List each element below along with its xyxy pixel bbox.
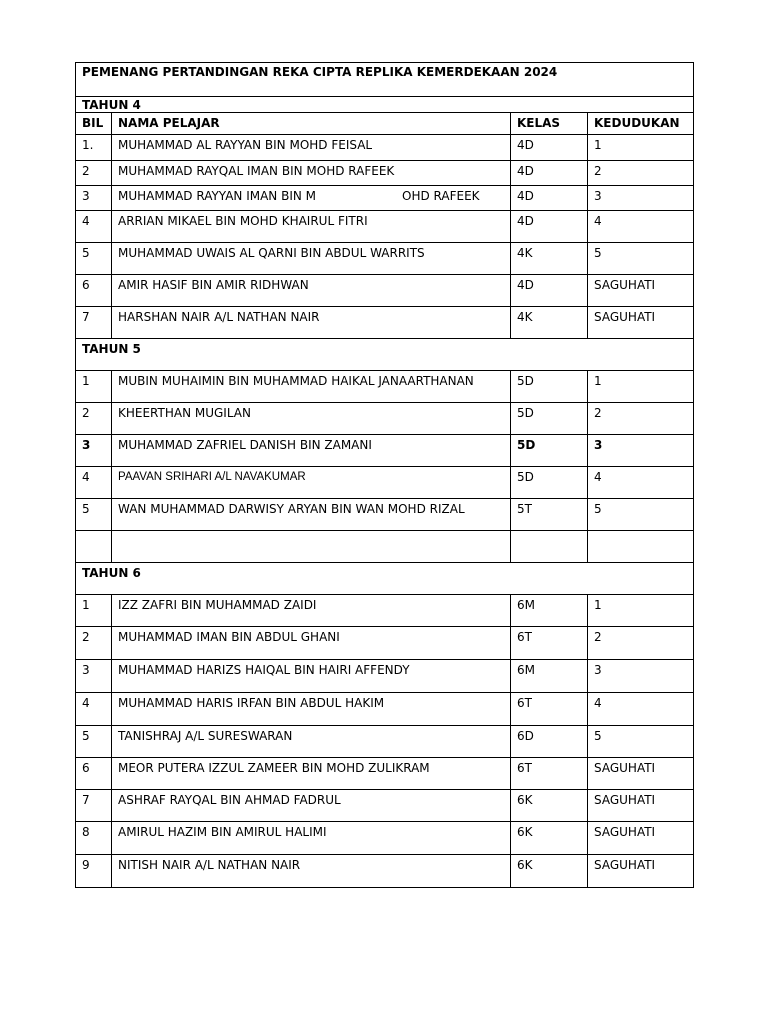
cell-kedudukan: 1 bbox=[588, 135, 694, 161]
cell-bil: 1 bbox=[76, 371, 112, 403]
cell-kelas: 4D bbox=[511, 161, 588, 186]
section-row-tahun-6 bbox=[76, 563, 694, 595]
table-row bbox=[76, 758, 694, 790]
cell-bil: 3 bbox=[76, 660, 112, 693]
cell-kedudukan: SAGUHATI bbox=[588, 758, 694, 790]
cell-bil: 1. bbox=[76, 135, 112, 161]
table-row bbox=[76, 186, 694, 211]
cell-nama: MEOR PUTERA IZZUL ZAMEER BIN MOHD ZULIKRAM bbox=[112, 758, 511, 790]
cell-kelas: 4K bbox=[511, 243, 588, 275]
cell-bil: 7 bbox=[76, 307, 112, 339]
cell-nama: TANISHRAJ A/L SURESWARAN bbox=[112, 726, 511, 758]
empty-cell bbox=[112, 531, 511, 563]
cell-bil: 8 bbox=[76, 822, 112, 855]
table-row bbox=[76, 135, 694, 161]
cell-nama: MUHAMMAD ZAFRIEL DANISH BIN ZAMANI bbox=[112, 435, 511, 467]
empty-cell bbox=[76, 531, 112, 563]
table-row bbox=[76, 627, 694, 660]
cell-bil: 2 bbox=[76, 403, 112, 435]
section-label: TAHUN 6 bbox=[76, 563, 694, 595]
cell-kelas: 4K bbox=[511, 307, 588, 339]
cell-nama: IZZ ZAFRI BIN MUHAMMAD ZAIDI bbox=[112, 595, 511, 627]
cell-kelas: 6D bbox=[511, 726, 588, 758]
cell-kedudukan: 2 bbox=[588, 403, 694, 435]
cell-kedudukan: 2 bbox=[588, 627, 694, 660]
cell-kelas: 6M bbox=[511, 595, 588, 627]
cell-bil: 5 bbox=[76, 499, 112, 531]
cell-bil: 6 bbox=[76, 275, 112, 307]
empty-cell bbox=[511, 531, 588, 563]
cell-kelas: 6T bbox=[511, 627, 588, 660]
table-row bbox=[76, 499, 694, 531]
cell-kelas: 5D bbox=[511, 467, 588, 499]
cell-nama: HARSHAN NAIR A/L NATHAN NAIR bbox=[112, 307, 511, 339]
table-row bbox=[76, 275, 694, 307]
cell-bil: 4 bbox=[76, 211, 112, 243]
cell-kedudukan: 5 bbox=[588, 726, 694, 758]
cell-nama: MUHAMMAD AL RAYYAN BIN MOHD FEISAL bbox=[112, 135, 511, 161]
cell-kedudukan: 4 bbox=[588, 693, 694, 726]
empty-cell bbox=[588, 531, 694, 563]
cell-kedudukan: 3 bbox=[588, 186, 694, 211]
cell-nama: MUHAMMAD UWAIS AL QARNI BIN ABDUL WARRITS bbox=[112, 243, 511, 275]
table-row bbox=[76, 467, 694, 499]
table-row bbox=[76, 243, 694, 275]
table-row bbox=[76, 403, 694, 435]
header-bil: BIL bbox=[76, 113, 112, 135]
cell-kedudukan: 4 bbox=[588, 211, 694, 243]
header-nama: NAMA PELAJAR bbox=[112, 113, 511, 135]
header-kelas: KELAS bbox=[511, 113, 588, 135]
cell-kedudukan: SAGUHATI bbox=[588, 822, 694, 855]
cell-bil: 1 bbox=[76, 595, 112, 627]
cell-bil: 6 bbox=[76, 758, 112, 790]
cell-bil: 3 bbox=[76, 186, 112, 211]
section-label: TAHUN 4 bbox=[76, 97, 694, 113]
cell-nama: ARRIAN MIKAEL BIN MOHD KHAIRUL FITRI bbox=[112, 211, 511, 243]
cell-kelas: 6K bbox=[511, 822, 588, 855]
cell-bil: 7 bbox=[76, 790, 112, 822]
cell-kelas: 5D bbox=[511, 371, 588, 403]
cell-kedudukan: SAGUHATI bbox=[588, 307, 694, 339]
cell-kelas: 4D bbox=[511, 275, 588, 307]
header-kedudukan: KEDUDUKAN bbox=[588, 113, 694, 135]
header-row bbox=[76, 113, 694, 135]
cell-kelas: 5D bbox=[511, 435, 588, 467]
title-row bbox=[76, 63, 694, 97]
winners-table bbox=[75, 62, 694, 888]
cell-nama: MUHAMMAD RAYQAL IMAN BIN MOHD RAFEEK bbox=[112, 161, 511, 186]
cell-kelas: 6T bbox=[511, 693, 588, 726]
cell-kedudukan: 3 bbox=[588, 435, 694, 467]
cell-nama: PAAVAN SRIHARI A/L NAVAKUMAR bbox=[112, 467, 511, 499]
cell-kedudukan: 1 bbox=[588, 371, 694, 403]
table-row bbox=[76, 693, 694, 726]
section-row-tahun-4 bbox=[76, 97, 694, 113]
cell-kedudukan: 4 bbox=[588, 467, 694, 499]
table-row bbox=[76, 855, 694, 888]
cell-nama: AMIR HASIF BIN AMIR RIDHWAN bbox=[112, 275, 511, 307]
cell-kelas: 5D bbox=[511, 403, 588, 435]
cell-bil: 4 bbox=[76, 693, 112, 726]
document-title: PEMENANG PERTANDINGAN REKA CIPTA REPLIKA KEMERDEKAAN 2024 bbox=[76, 63, 694, 97]
cell-kedudukan: SAGUHATI bbox=[588, 790, 694, 822]
cell-kedudukan: 1 bbox=[588, 595, 694, 627]
cell-nama: KHEERTHAN MUGILAN bbox=[112, 403, 511, 435]
table-row bbox=[76, 660, 694, 693]
cell-kedudukan: 5 bbox=[588, 243, 694, 275]
table-row bbox=[76, 822, 694, 855]
cell-nama: NITISH NAIR A/L NATHAN NAIR bbox=[112, 855, 511, 888]
table-row bbox=[76, 307, 694, 339]
cell-bil: 4 bbox=[76, 467, 112, 499]
section-label: TAHUN 5 bbox=[76, 339, 694, 371]
cell-nama: AMIRUL HAZIM BIN AMIRUL HALIMI bbox=[112, 822, 511, 855]
cell-kelas: 6M bbox=[511, 660, 588, 693]
cell-nama: MUHAMMAD IMAN BIN ABDUL GHANI bbox=[112, 627, 511, 660]
table-row bbox=[76, 790, 694, 822]
table-row bbox=[76, 595, 694, 627]
section-row-tahun-5 bbox=[76, 339, 694, 371]
cell-kedudukan: SAGUHATI bbox=[588, 275, 694, 307]
cell-kelas: 4D bbox=[511, 186, 588, 211]
table-row bbox=[76, 161, 694, 186]
cell-bil: 2 bbox=[76, 161, 112, 186]
cell-nama: MUHAMMAD HARIZS HAIQAL BIN HAIRI AFFENDY bbox=[112, 660, 511, 693]
cell-nama: MUHAMMAD HARIS IRFAN BIN ABDUL HAKIM bbox=[112, 693, 511, 726]
table-row bbox=[76, 371, 694, 403]
cell-bil: 5 bbox=[76, 726, 112, 758]
cell-bil: 2 bbox=[76, 627, 112, 660]
cell-kelas: 4D bbox=[511, 135, 588, 161]
cell-kelas: 6K bbox=[511, 790, 588, 822]
cell-bil: 9 bbox=[76, 855, 112, 888]
cell-nama bbox=[112, 186, 511, 211]
table-row bbox=[76, 211, 694, 243]
table-row bbox=[76, 726, 694, 758]
cell-kedudukan: SAGUHATI bbox=[588, 855, 694, 888]
cell-bil: 3 bbox=[76, 435, 112, 467]
cell-kedudukan: 5 bbox=[588, 499, 694, 531]
table-row bbox=[76, 435, 694, 467]
cell-kedudukan: 3 bbox=[588, 660, 694, 693]
cell-kelas: 6T bbox=[511, 758, 588, 790]
empty-row bbox=[76, 531, 694, 563]
cell-kelas: 4D bbox=[511, 211, 588, 243]
cell-kelas: 6K bbox=[511, 855, 588, 888]
cell-kedudukan: 2 bbox=[588, 161, 694, 186]
cell-nama: MUBIN MUHAIMIN BIN MUHAMMAD HAIKAL JANAARTHANAN bbox=[112, 371, 511, 403]
cell-nama-part: MUHAMMAD RAYYAN IMAN BIN M bbox=[118, 189, 317, 203]
cell-nama: WAN MUHAMMAD DARWISY ARYAN BIN WAN MOHD RIZAL bbox=[112, 499, 511, 531]
cell-bil: 5 bbox=[76, 243, 112, 275]
cell-nama: ASHRAF RAYQAL BIN AHMAD FADRUL bbox=[112, 790, 511, 822]
cell-nama-part: OHD RAFEEK bbox=[402, 189, 480, 203]
cell-kelas: 5T bbox=[511, 499, 588, 531]
